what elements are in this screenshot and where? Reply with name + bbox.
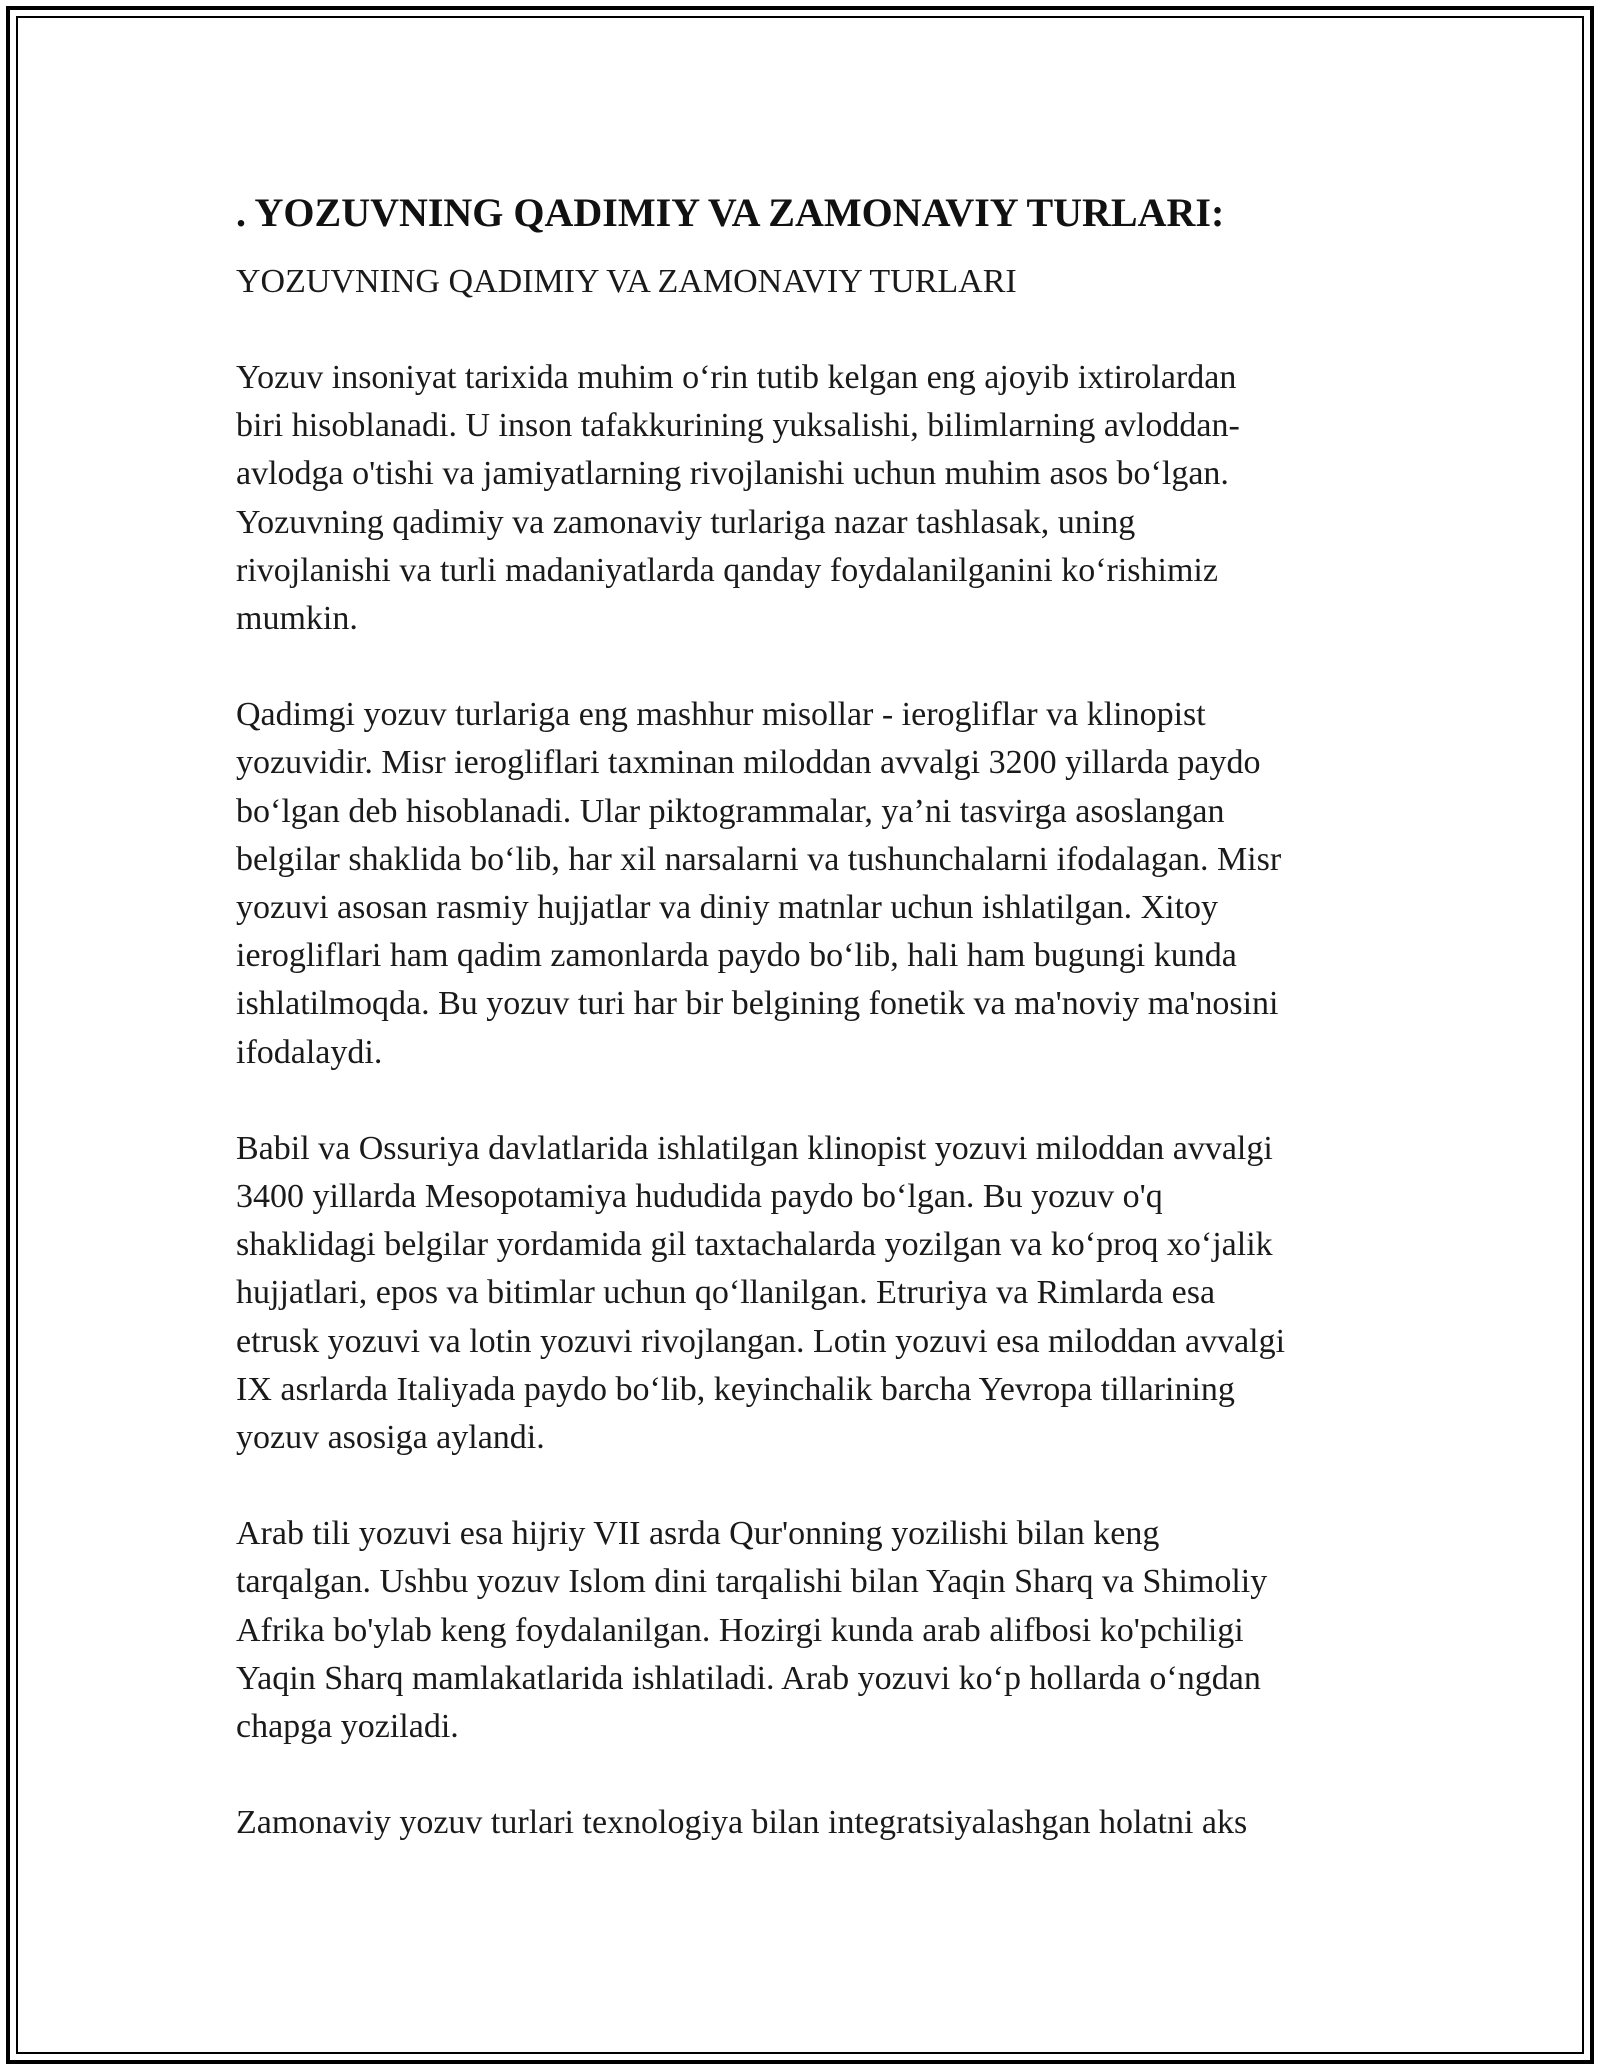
paragraph-cuneiform: Babil va Ossuriya davlatlarida ishlatilgan klinopist yozuvi miloddan avvalgi 3400 yillarda Mesopotamiya hududida paydo bo‘lgan. Bu yozuv o'q shaklidagi belgilar yordamida gil taxtachalarda yozilgan va ko‘proq xo‘jalik hujjatlari, epos va bitimlar uchun qo‘llanilgan. Etruriya va Rimlarda esa etrusk yozuvi va lotin yozuvi rivojlangan. Lotin yozuvi esa miloddan avvalgi IX asrlarda Italiyada paydo bo‘lib, keyinchalik barcha Yevropa tillarining yozuv asosiga aylandi. [236,1129,1286,1457]
paragraph-intro: Yozuv insoniyat tarixida muhim o‘rin tutib kelgan eng ajoyib ixtirolardan biri hisoblanadi. U inson tafakkurining yuksalishi, bilimlarning avloddan- avlodga o'tishi va jamiyatlarning rivojlanishi uchun muhim asos bo‘lgan. Yozuvning qadimiy va zamonaviy turlariga nazar tashlasak, uning rivojlanishi va turli madaniyatlarda qanday foydalanilganini ko‘rishimiz mumkin. [236,359,1240,638]
paragraph-modern: Zamonaviy yozuv turlari texnologiya bilan integratsiyalashgan holatni aks [236,1804,1248,1842]
document-subtitle: YOZUVNING QADIMIY VA ZAMONAVIY TURLARI [236,263,1017,300]
document-body [236,186,1376,1847]
paragraph-arabic: Arab tili yozuvi esa hijriy VII asrda Qur'onning yozilishi bilan keng tarqalgan. Ushbu yozuv Islom dini tarqalishi bilan Yaqin Sharq va Shimoliy Afrika bo'ylab keng foydalanilgan. Hozirgi kunda arab alifbosi ko'pchiligi Yaqin Sharq mamlakatlarida ishlatiladi. Arab yozuvi ko‘p hollarda o‘ngdan chapga yoziladi. [236,1515,1268,1746]
document-title: . YOZUVNING QADIMIY VA ZAMONAVIY TURLARI: [236,190,1225,235]
paragraph-hieroglyphs: Qadimgi yozuv turlariga eng mashhur misollar - ierogliflar va klinopist yozuvidir. Misr ierogliflari taxminan miloddan avvalgi 3200 yillarda paydo bo‘lgan deb hisoblanadi. Ular piktogrammalar, ya’ni tasvirga asoslangan belgilar shaklida bo‘lib, har xil narsalarni va tushunchalarni ifodalagan. Misr yozuvi asosan rasmiy hujjatlar va diniy matnlar uchun ishlatilgan. Xitoy ierogliflari ham qadim zamonlarda paydo bo‘lib, hali ham bugungi kunda ishlatilmoqda. Bu yozuv turi har bir belgining fonetik va ma'noviy ma'nosini ifodalaydi. [236,696,1282,1071]
